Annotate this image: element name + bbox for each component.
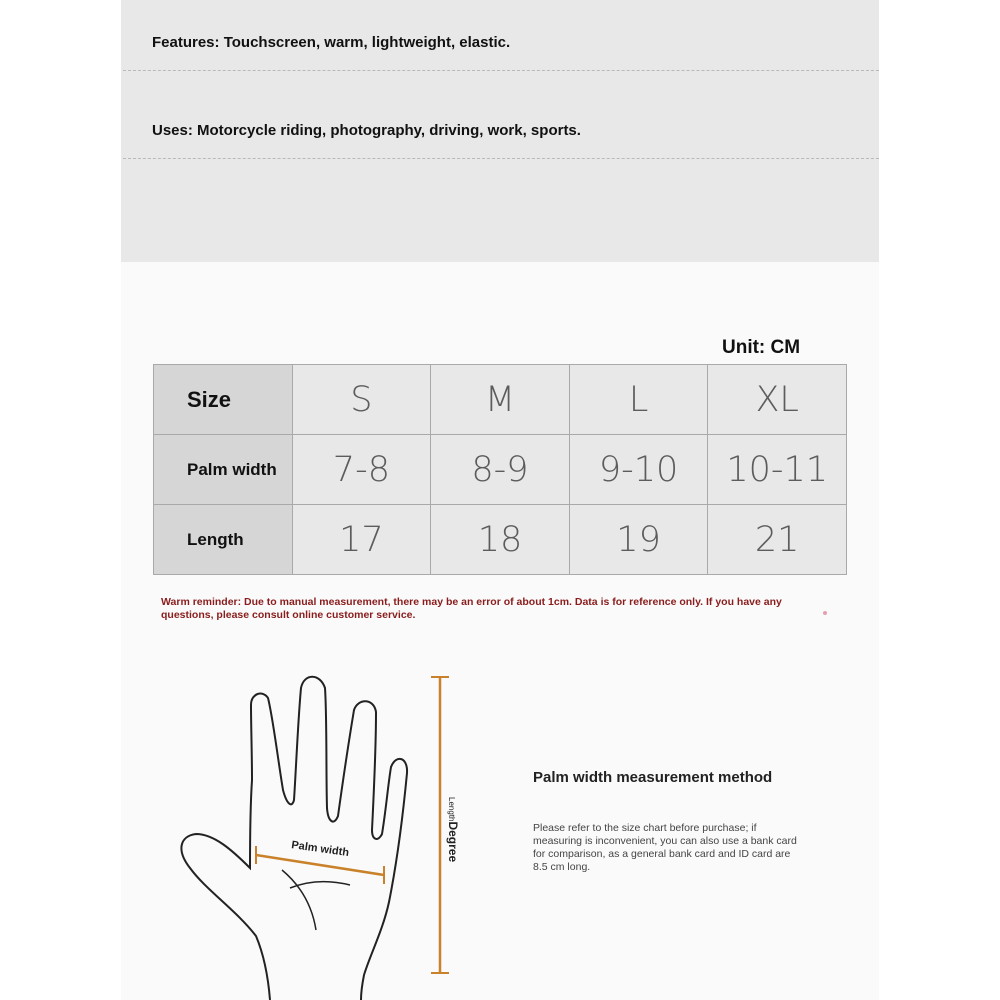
size-cell: S [292, 365, 431, 435]
unit-label: Unit: CM [722, 337, 801, 358]
method-description: Please refer to the size chart before purchase; if measuring is inconvenient, you can also use a bank card for comparison, as a general bank card and ID card are 8.5 cm long. [533, 822, 797, 873]
palm-width-header: Palm width [154, 435, 293, 505]
length-cell: 17 [292, 505, 431, 575]
palm-width-cell: 9-10 [569, 435, 708, 505]
palm-crease [282, 870, 316, 930]
size-cell: M [431, 365, 570, 435]
features-text: Features: Touchscreen, warm, lightweight, elastic. [152, 34, 511, 51]
uses-text: Uses: Motorcycle riding, photography, driving, work, sports. [152, 122, 581, 139]
method-title: Palm width measurement method [533, 769, 773, 786]
length-cell: 19 [569, 505, 708, 575]
length-label-small: Length [447, 797, 456, 822]
warm-reminder: Warm reminder: Due to manual measurement, there may be an error of about 1cm. Data is for reference only. If you have any questions, please consult online customer service. [161, 596, 782, 621]
palm-width-line [256, 855, 384, 875]
length-header: Length [154, 505, 293, 575]
length-cell: 21 [708, 505, 847, 575]
length-label [446, 797, 460, 862]
length-cell: 18 [431, 505, 570, 575]
palm-width-cell: 7-8 [292, 435, 431, 505]
palm-width-label: Palm width [290, 839, 350, 860]
length-label-large: Degree [446, 821, 460, 863]
palm-width-cell: 10-11 [708, 435, 847, 505]
palm-width-cell: 8-9 [431, 435, 570, 505]
size-header: Size [154, 365, 293, 435]
size-cell: L [569, 365, 708, 435]
size-cell: XL [708, 365, 847, 435]
